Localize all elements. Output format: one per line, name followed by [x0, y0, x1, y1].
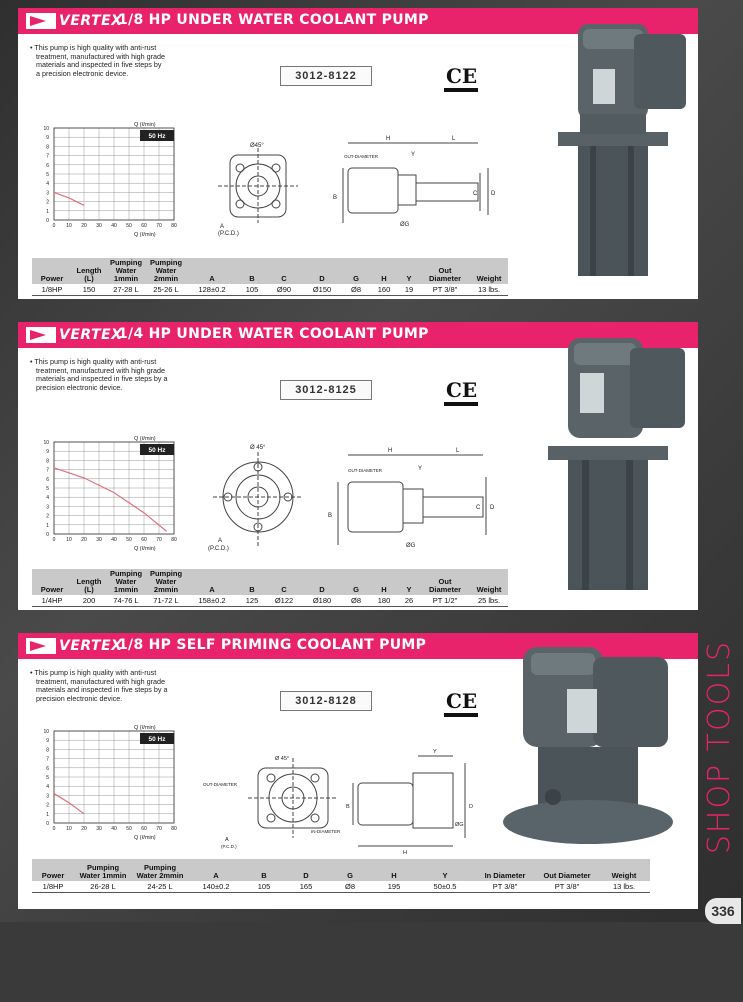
column-header: Power	[32, 569, 72, 595]
drawing-label: Y	[433, 749, 437, 755]
side-category-label: SHOP TOOLS	[702, 640, 737, 855]
drawing-label: A	[218, 538, 223, 544]
desc-line: • This pump is high quality with anti-rust	[30, 357, 157, 366]
y-tick-label: 0	[46, 218, 49, 224]
x-tick-label: 10	[66, 537, 72, 543]
drawing-label: (P.C.D.)	[218, 231, 239, 237]
column-header: A	[186, 569, 238, 595]
table-cell: Ø90	[266, 284, 302, 296]
table-cell: 125	[238, 595, 266, 607]
drawing-label: (P.C.D.)	[221, 844, 237, 849]
column-header: Out Diameter	[420, 569, 470, 595]
table-cell: 128±0.2	[186, 284, 238, 296]
performance-chart	[36, 432, 186, 552]
y-tick-label: 6	[46, 476, 49, 483]
table-header-row	[32, 569, 508, 595]
ce-underline	[444, 88, 478, 92]
y-tick-label: 9	[46, 738, 49, 745]
table-cell: Ø122	[266, 595, 302, 607]
table-cell: 50±0.5	[416, 881, 474, 893]
pump-photo	[493, 637, 693, 847]
hz-label: 50 Hz	[148, 133, 166, 140]
dimension-drawing	[208, 123, 498, 248]
x-tick-label: 50	[126, 223, 132, 229]
y-tick-label: 0	[46, 532, 49, 538]
table-cell: 140±0.2	[188, 881, 244, 893]
column-header: Power	[32, 258, 72, 284]
table-cell: Ø180	[302, 595, 342, 607]
x-axis-label: Q (ℓ/min)	[134, 546, 156, 552]
y-tick-label: 6	[46, 765, 49, 772]
product-panel-2	[18, 322, 698, 610]
ce-mark-icon: CE	[446, 689, 478, 713]
y-tick-label: 0	[46, 821, 49, 827]
spec-table	[32, 569, 508, 607]
desc-line: materials and inspected in five steps by	[36, 60, 162, 70]
y-axis-label: Q (ℓ/min)	[134, 122, 156, 128]
drawing-label: D	[469, 804, 473, 810]
column-header: D	[302, 258, 342, 284]
x-axis-label: Q (ℓ/min)	[134, 835, 156, 841]
y-axis-label: Q (ℓ/min)	[134, 725, 156, 731]
y-tick-label: 8	[46, 458, 49, 465]
drawing-label: C	[476, 505, 481, 511]
y-tick-label: 3	[46, 793, 49, 800]
column-header: B	[238, 569, 266, 595]
column-header: Weight	[598, 859, 650, 881]
desc-line: materials and inspected in five steps by a	[36, 685, 168, 695]
table-cell: 158±0.2	[186, 595, 238, 607]
dimension-drawing	[203, 738, 483, 863]
y-tick-label: 7	[46, 467, 49, 474]
x-tick-label: 0	[52, 537, 56, 543]
x-tick-label: 30	[96, 223, 102, 229]
brand-arrow-icon	[26, 327, 56, 343]
y-tick-label: 1	[46, 522, 49, 529]
performance-chart	[36, 721, 186, 841]
table-cell: 74-76 L	[106, 595, 146, 607]
drawing-label: (P.C.D.)	[208, 546, 229, 552]
brand-name: VERTEX	[59, 327, 123, 343]
column-header: Y	[398, 258, 420, 284]
column-header: H	[370, 569, 398, 595]
y-tick-label: 10	[43, 126, 49, 132]
drawing-label: Y	[418, 466, 423, 472]
drawing-label: OUT-DIAMETER	[344, 154, 379, 159]
part-number: 3012-8125	[280, 380, 372, 400]
table-cell: 13 lbs.	[598, 881, 650, 893]
column-header: D	[302, 569, 342, 595]
y-tick-label: 3	[46, 190, 49, 197]
column-header: Weight	[470, 258, 508, 284]
brand-arrow-icon	[26, 13, 56, 29]
column-header: Weight	[470, 569, 508, 595]
x-tick-label: 40	[111, 223, 117, 229]
column-header: In Diameter	[474, 859, 536, 881]
hz-label: 50 Hz	[148, 736, 166, 743]
x-tick-label: 0	[52, 223, 56, 229]
y-tick-label: 4	[46, 181, 49, 188]
brand-name: VERTEX	[59, 13, 123, 29]
table-cell: 200	[72, 595, 106, 607]
x-tick-label: 70	[156, 537, 162, 543]
x-tick-label: 60	[141, 223, 147, 229]
table-cell: 160	[370, 284, 398, 296]
table-cell: Ø8	[342, 284, 370, 296]
performance-chart	[36, 118, 186, 238]
table-cell: Ø8	[342, 595, 370, 607]
column-header: G	[342, 569, 370, 595]
column-header: A	[188, 859, 244, 881]
table-cell: 105	[238, 284, 266, 296]
table-header-row	[32, 258, 508, 284]
y-tick-label: 1	[46, 208, 49, 215]
motor-body	[348, 482, 403, 532]
y-tick-label: 1	[46, 811, 49, 818]
x-tick-label: 80	[171, 826, 177, 832]
product-panel-1	[18, 8, 698, 299]
drawing-label: H	[388, 448, 393, 454]
desc-line: • This pump is high quality with anti-rust	[30, 43, 157, 52]
table-cell: 25 lbs.	[470, 595, 508, 607]
page-number: 336	[705, 898, 741, 924]
x-tick-label: 0	[52, 826, 56, 832]
column-header: Pumping Water 2mmin	[132, 859, 188, 881]
product-description	[30, 358, 230, 392]
desc-line: treatment, manufactured with high grade	[36, 676, 166, 686]
y-tick-label: 9	[46, 449, 49, 456]
column-header: C	[266, 258, 302, 284]
x-tick-label: 20	[81, 537, 87, 543]
table-cell: Ø8	[328, 881, 372, 893]
table-cell: 25-26 L	[146, 284, 186, 296]
column-header: A	[186, 258, 238, 284]
x-tick-label: 70	[156, 223, 162, 229]
ce-underline	[444, 713, 478, 717]
x-tick-label: 70	[156, 826, 162, 832]
part-number: 3012-8128	[280, 691, 372, 711]
column-header: Length (L)	[72, 258, 106, 284]
column-header: Pumping Water 1mmin	[106, 569, 146, 595]
drawing-label: OUT-DIAMETER	[203, 782, 238, 787]
x-tick-label: 20	[81, 223, 87, 229]
table-header-row	[32, 859, 650, 881]
y-tick-label: 4	[46, 495, 49, 502]
x-tick-label: 80	[171, 223, 177, 229]
column-header: Out Diameter	[536, 859, 598, 881]
y-tick-label: 9	[46, 135, 49, 142]
drawing-label: A	[225, 837, 229, 843]
table-cell: 27-28 L	[106, 284, 146, 296]
column-header: Pumping Water 1mmin	[74, 859, 132, 881]
ce-mark-icon: CE	[446, 64, 478, 88]
table-cell: 180	[370, 595, 398, 607]
drawing-label: D	[491, 191, 496, 197]
column-header: Length (L)	[72, 569, 106, 595]
product-description	[30, 44, 230, 78]
drawing-label: Y	[411, 152, 416, 158]
column-header: B	[238, 258, 266, 284]
x-tick-label: 30	[96, 537, 102, 543]
x-tick-label: 30	[96, 826, 102, 832]
column-header: Pumping Water 2mmin	[146, 258, 186, 284]
hz-label: 50 Hz	[148, 447, 166, 454]
drawing-label: ØG	[400, 222, 410, 228]
x-tick-label: 60	[141, 826, 147, 832]
brand-logo	[26, 326, 122, 344]
spec-table	[32, 859, 650, 893]
table-cell: 105	[244, 881, 284, 893]
drawing-label: B	[328, 513, 333, 519]
y-axis-label: Q (ℓ/min)	[134, 436, 156, 442]
drawing-label: H	[386, 136, 391, 142]
performance-curve	[54, 468, 167, 531]
drawing-label: Ø 45°	[275, 756, 290, 762]
drawing-label: L	[452, 136, 456, 142]
column-header: D	[284, 859, 328, 881]
table-cell: 26-28 L	[74, 881, 132, 893]
ce-mark-icon: CE	[446, 378, 478, 402]
table-cell: 71-72 L	[146, 595, 186, 607]
column-header: C	[266, 569, 302, 595]
pump-photo	[538, 328, 703, 613]
table-cell: 195	[372, 881, 416, 893]
y-tick-label: 5	[46, 172, 49, 178]
motor-body	[358, 783, 413, 825]
x-tick-label: 40	[111, 537, 117, 543]
brand-logo	[26, 12, 122, 30]
column-header: Y	[398, 569, 420, 595]
table-cell: PT 1/2"	[420, 595, 470, 607]
spec-table	[32, 258, 508, 296]
desc-line: materials and inspected in five steps by a	[36, 374, 168, 384]
part-number: 3012-8122	[280, 66, 372, 86]
dimension-drawing	[208, 437, 498, 562]
column-header: G	[328, 859, 372, 881]
column-header: H	[372, 859, 416, 881]
y-tick-label: 5	[46, 775, 49, 781]
pump-photo	[538, 14, 703, 299]
drawing-label: C	[473, 191, 478, 197]
drawing-label: L	[456, 448, 460, 454]
brand-name: VERTEX	[59, 638, 123, 654]
ce-underline	[444, 402, 478, 406]
desc-line: precision electronic device.	[36, 382, 123, 392]
x-tick-label: 10	[66, 223, 72, 229]
column-header: Y	[416, 859, 474, 881]
table-cell: 1/8HP	[32, 881, 74, 893]
x-tick-label: 40	[111, 826, 117, 832]
drawing-label: Ø 45°	[250, 445, 266, 451]
y-tick-label: 10	[43, 729, 49, 735]
product-panel-3	[18, 633, 698, 909]
table-cell: 24-25 L	[132, 881, 188, 893]
table-cell: 19	[398, 284, 420, 296]
drawing-label: ØG	[406, 543, 416, 549]
y-tick-label: 3	[46, 504, 49, 511]
drawing-label: D	[490, 505, 495, 511]
table-cell: 13 lbs.	[470, 284, 508, 296]
column-header: Out Diameter	[420, 258, 470, 284]
drawing-label: OUT-DIAMETER	[348, 468, 383, 473]
table-row	[32, 284, 508, 296]
x-tick-label: 50	[126, 826, 132, 832]
desc-line: precision electronic device.	[36, 693, 123, 703]
drawing-label: B	[346, 804, 350, 810]
table-cell: PT 3/8"	[420, 284, 470, 296]
y-tick-label: 6	[46, 162, 49, 169]
brand-arrow-icon	[26, 638, 56, 654]
y-tick-label: 4	[46, 784, 49, 791]
table-cell: 26	[398, 595, 420, 607]
drawing-label: H	[403, 850, 407, 856]
table-cell: PT 3/8"	[474, 881, 536, 893]
desc-line: treatment, manufactured with high grade	[36, 51, 166, 61]
y-tick-label: 7	[46, 756, 49, 763]
y-tick-label: 8	[46, 747, 49, 754]
column-header: B	[244, 859, 284, 881]
column-header: G	[342, 258, 370, 284]
y-tick-label: 7	[46, 153, 49, 160]
desc-line: treatment, manufactured with high grade	[36, 365, 166, 375]
x-tick-label: 60	[141, 537, 147, 543]
drawing-label: ØG	[455, 822, 464, 828]
x-tick-label: 10	[66, 826, 72, 832]
table-cell: Ø150	[302, 284, 342, 296]
y-tick-label: 2	[46, 513, 49, 520]
table-cell: 1/4HP	[32, 595, 72, 607]
table-cell: 1/8HP	[32, 284, 72, 296]
x-tick-label: 50	[126, 537, 132, 543]
x-tick-label: 80	[171, 537, 177, 543]
product-title: 1/8 HP UNDER WATER COOLANT PUMP	[118, 12, 429, 28]
desc-line: • This pump is high quality with anti-rust	[30, 668, 157, 677]
y-tick-label: 2	[46, 802, 49, 809]
table-row	[32, 881, 650, 893]
y-tick-label: 10	[43, 440, 49, 446]
product-title: 1/8 HP SELF PRIMING COOLANT PUMP	[118, 637, 427, 653]
product-title: 1/4 HP UNDER WATER COOLANT PUMP	[118, 326, 429, 342]
x-tick-label: 20	[81, 826, 87, 832]
column-header: Power	[32, 859, 74, 881]
drawing-label: B	[333, 195, 338, 201]
drawing-label: Ø45°	[250, 143, 264, 149]
column-header: Pumping Water 1mmin	[106, 258, 146, 284]
table-cell: 150	[72, 284, 106, 296]
drawing-label: IN-DIAMETER	[311, 829, 341, 834]
table-cell: 165	[284, 881, 328, 893]
brand-logo	[26, 637, 122, 655]
y-tick-label: 8	[46, 144, 49, 151]
y-tick-label: 5	[46, 486, 49, 492]
table-cell: PT 3/8"	[536, 881, 598, 893]
page-footer-band	[0, 922, 743, 1002]
column-header: H	[370, 258, 398, 284]
column-header: Pumping Water 2mmin	[146, 569, 186, 595]
x-axis-label: Q (ℓ/min)	[134, 232, 156, 238]
y-tick-label: 2	[46, 199, 49, 206]
desc-line: a precision electronic device.	[36, 68, 129, 78]
motor-body	[348, 168, 398, 213]
table-row	[32, 595, 508, 607]
drawing-label: A	[220, 224, 225, 230]
product-description	[30, 669, 230, 703]
